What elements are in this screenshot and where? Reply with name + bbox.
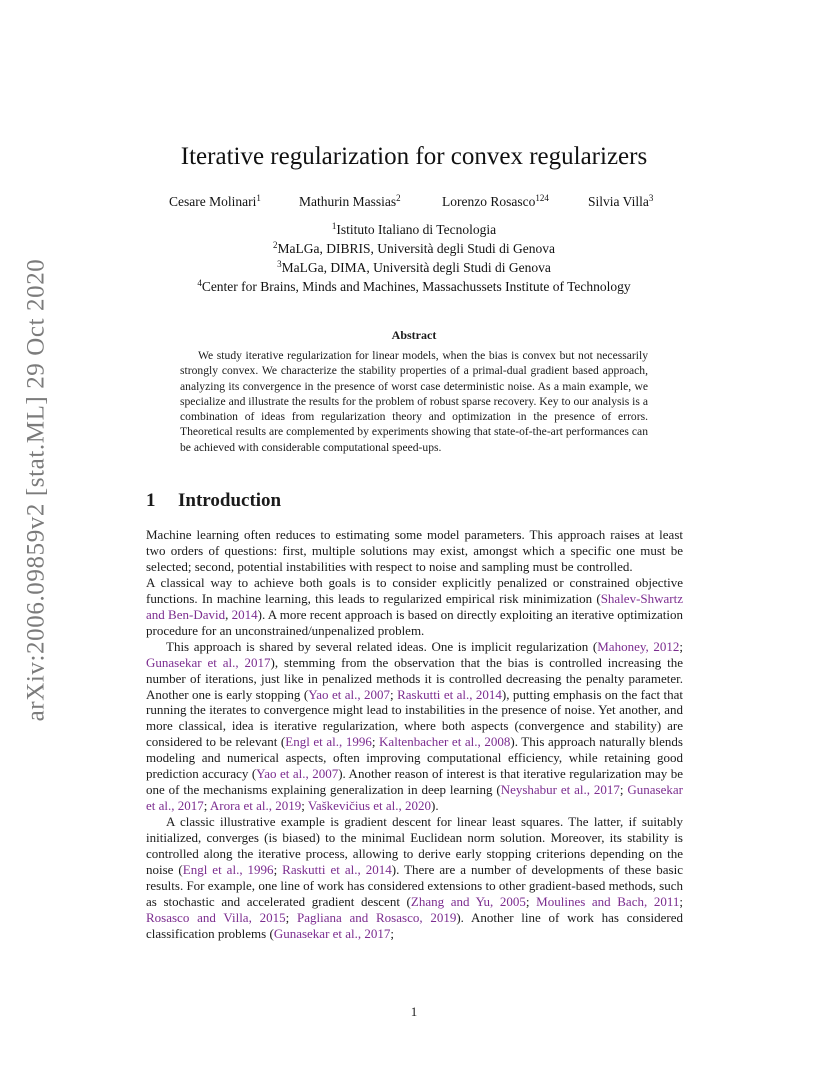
affiliation-mark: 4 xyxy=(197,278,202,288)
body-text-run: ; xyxy=(273,862,283,878)
citation-link[interactable]: Mahoney, 2012 xyxy=(597,638,680,654)
affiliation-1 xyxy=(0,221,828,238)
affiliation-4 xyxy=(0,278,828,295)
introduction-body xyxy=(146,527,683,942)
author-name: Lorenzo Rosasco xyxy=(442,194,536,209)
body-paragraph xyxy=(146,814,683,942)
body-text-run: ; xyxy=(390,686,398,702)
author-affil-mark: 3 xyxy=(648,193,654,203)
body-text-run: ), putting emphasis on the fact that running the iterates to convergence might lead to instabilities in the presence of noise. Yet another, and more classical, idea is iterative regularization, where both aspects (convergence and stability) are considered to be relevant ( xyxy=(146,686,684,750)
citation-link[interactable]: Shalev-Shwartz and Ben-David xyxy=(146,590,683,622)
affiliation-text: MaLGa, DIBRIS, Università degli Studi di Genova xyxy=(277,241,555,256)
citation-link[interactable]: Zhang and Yu, 2005 xyxy=(410,893,526,909)
affiliation-mark: 3 xyxy=(277,259,282,269)
body-text-run: A classical way to achieve both goals is to consider explicitly penalized or constrained objective functions. In machine learning, this leads to regularized empirical risk minimization ( xyxy=(146,574,683,606)
citation-link[interactable]: Gunasekar et al., 2017 xyxy=(146,782,683,814)
citation-link[interactable]: Pagliana and Rosasco, 2019 xyxy=(296,909,457,925)
author-affil-mark: 1 xyxy=(256,193,261,203)
body-text-run: ), stemming from the observation that the bias is controlled increasing the number of iterations, just like in penalized methods it is controlled decreasing the penalty parameter. Another one is early stopping ( xyxy=(146,654,683,702)
author-2 xyxy=(299,193,401,210)
abstract-heading: Abstract xyxy=(391,328,437,342)
affiliation-text: MaLGa, DIMA, Università degli Studi di Genova xyxy=(281,260,551,275)
citation-link[interactable]: Moulines and Bach, 2011 xyxy=(536,893,680,909)
author-name: Mathurin Massias xyxy=(299,194,397,209)
body-text-run: ; xyxy=(203,798,210,814)
body-text-run: This approach is shared by several related ideas. One is implicit regularization ( xyxy=(166,638,598,654)
body-text-run: ; xyxy=(679,893,683,909)
body-text-run: ). Another line of work has considered classification problems ( xyxy=(146,909,683,941)
section-number: 1 xyxy=(146,490,156,511)
body-text-run: Machine learning often reduces to estimating some model parameters. This approach raises at least two orders of questions: first, multiple solutions may exist, amongst which a specific one must be selected; second, potential instabilities with respect to noise and sampling must be controlled. xyxy=(146,527,683,574)
citation-link[interactable]: Raskutti et al., 2014 xyxy=(282,862,392,878)
citation-link[interactable]: Kaltenbacher et al., 2008 xyxy=(379,734,511,750)
arxiv-stamp xyxy=(4,258,68,722)
body-text-run: ; xyxy=(390,925,395,941)
citation-link[interactable]: Yao et al., 2007 xyxy=(308,686,391,702)
body-text-run: ; xyxy=(679,638,683,654)
body-text-run: ; xyxy=(619,782,628,798)
citation-link[interactable]: 2014 xyxy=(231,606,258,622)
citation-link[interactable]: Engl et al., 1996 xyxy=(182,862,274,878)
body-text-run: ; xyxy=(371,734,380,750)
citation-link[interactable]: Neyshabur et al., 2017 xyxy=(500,782,620,798)
body-text-run: ). This approach naturally blends modeling and numerical aspects, often improving computational efficiency, while retaining good prediction accuracy ( xyxy=(146,734,683,782)
citation-link[interactable]: Gunasekar et al., 2017 xyxy=(273,925,391,941)
body-paragraph xyxy=(146,639,683,814)
body-text-run: , xyxy=(225,606,232,622)
citation-link[interactable]: Rosasco and Villa, 2015 xyxy=(146,909,286,925)
body-text-run: ). There are a number of developments of these basic results. For example, one line of work has considered extensions to other gradient-based methods, such as stochastic and accelerated gradient descent ( xyxy=(146,862,683,909)
body-paragraph xyxy=(146,575,683,639)
citation-link[interactable]: Engl et al., 1996 xyxy=(285,734,372,750)
affiliation-mark: 2 xyxy=(273,240,278,250)
abstract-body xyxy=(180,348,648,455)
body-text-run: ; xyxy=(525,893,537,909)
body-text-run: ). xyxy=(431,798,439,814)
paper-title: Iterative regularization for convex regularizers xyxy=(180,143,648,170)
body-paragraph xyxy=(146,527,683,575)
citation-link[interactable]: Arora et al., 2019 xyxy=(209,798,302,814)
body-text-run: ; xyxy=(285,909,297,925)
section-heading xyxy=(146,490,281,512)
author-3 xyxy=(442,193,549,210)
citation-link[interactable]: Vaškevičius et al., 2020 xyxy=(307,798,432,814)
affiliation-mark: 1 xyxy=(331,221,337,231)
affiliation-2 xyxy=(0,240,828,257)
citation-link[interactable]: Raskutti et al., 2014 xyxy=(397,686,502,702)
affiliation-text: Istituto Italiano di Tecnologia xyxy=(336,222,497,237)
abstract-text: We study iterative regularization for linear models, when the bias is convex but not necessarily strongly convex. We characterize the stability properties of a primal-dual gradient based approach, analyzing its convergence in the presence of worst case deterministic noise. As a main example, we specialize and illustrate the results for the problem of robust sparse recovery. Key to our analysis is a combination of ideas from regularization theory and optimization in the presence of errors. Theoretical results are complemented by experiments showing that state-of-the-art performances can be achieved with considerable computational speed-ups. xyxy=(180,349,648,454)
author-affil-mark: 124 xyxy=(535,193,549,203)
page-number: 1 xyxy=(410,1004,418,1019)
affiliation-text: Center for Brains, Minds and Machines, Massachussets Institute of Technology xyxy=(201,279,631,294)
arxiv-stamp-text: arXiv:2006.09859v2 [stat.ML] 29 Oct 2020 xyxy=(22,258,49,722)
affiliation-3 xyxy=(0,259,828,276)
citation-link[interactable]: Gunasekar et al., 2017 xyxy=(146,654,271,670)
body-text-run: ). A more recent approach is based on directly exploiting an iterative optimization procedure for an unconstrained/unpenalized problem. xyxy=(146,606,684,638)
section-title: Introduction xyxy=(178,490,282,511)
author-name: Silvia Villa xyxy=(588,194,649,209)
author-1 xyxy=(169,193,261,210)
body-text-run: A classic illustrative example is gradient descent for linear least squares. The latter, if suitably initialized, converges (is biased) to the minimal Euclidean norm solution. Moreover, its stability is controlled along the iterative process, allowing to derive early stopping criterions depending on the noise ( xyxy=(146,814,683,878)
body-text-run: ; xyxy=(301,798,308,814)
body-text-run: ). Another reason of interest is that iterative regularization may be one of the mechanisms explaining generalization in deep learning ( xyxy=(146,766,684,798)
author-affil-mark: 2 xyxy=(396,193,401,203)
citation-link[interactable]: Yao et al., 2007 xyxy=(256,766,339,782)
author-name: Cesare Molinari xyxy=(169,194,257,209)
author-4 xyxy=(588,193,653,210)
